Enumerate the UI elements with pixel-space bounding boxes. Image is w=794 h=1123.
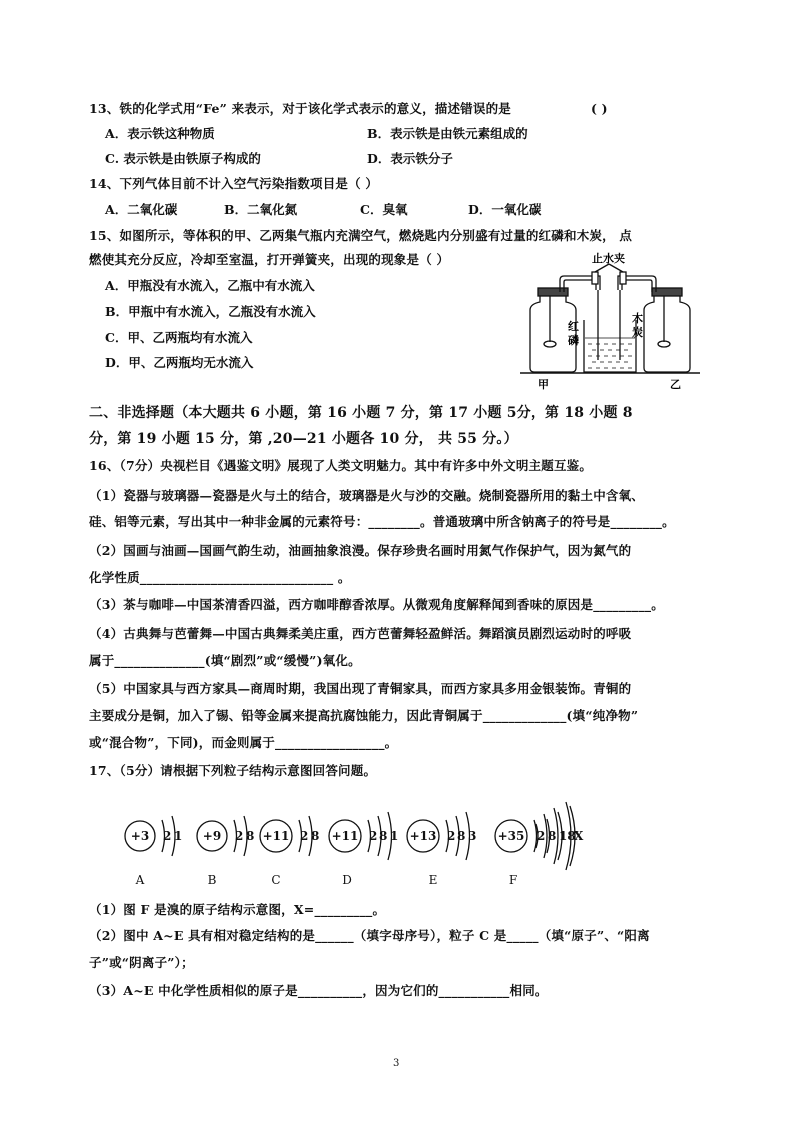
charcoal-label-2: 炭 <box>632 326 643 339</box>
section2-heading-line2: 分，第 19 小题 15 分，第 ,20—21 小题各 10 分， 共 55 分。） <box>89 431 518 447</box>
q16-part5-line2: 主要成分是铜，加入了锡、铅等金属来提高抗腐蚀能力，因此青铜属于_____________(填“纯净物” <box>89 708 639 723</box>
q14-option-b: B．二氧化氮 <box>224 202 298 217</box>
nucleus-f-charge: +35 <box>497 829 525 843</box>
q16-part4-line1: （4）古典舞与芭蕾舞—中国古典舞柔美庄重，西方芭蕾舞轻盈鲜活。舞蹈演员剧烈运动时的呼吸 <box>89 626 632 641</box>
red-phosphorus-label-2: 磷 <box>568 334 579 347</box>
red-phosphorus-label-1: 红 <box>568 320 579 333</box>
shell-a-1: 2 <box>163 829 172 843</box>
q13-option-b: B．表示铁是由铁元素组成的 <box>367 126 528 141</box>
charcoal-label-1: 木 <box>632 312 643 325</box>
nucleus-e-charge: +13 <box>409 829 437 843</box>
shell-e-1: 2 <box>447 829 456 843</box>
bottle-jia-label: 甲 <box>538 378 549 390</box>
particle-c-label: C <box>271 873 281 887</box>
q17-part2-line2: 子”或“阴离子”）； <box>89 955 194 970</box>
nucleus-d-charge: +11 <box>331 829 359 843</box>
q15-option-b: B．甲瓶中有水流入，乙瓶没有水流入 <box>105 304 316 319</box>
beaker-water <box>585 338 635 368</box>
q13-stem: 13、铁的化学式用“Fe” 来表示，对于该化学式表示的意义，描述错误的是 <box>89 101 511 116</box>
q15-option-d: D．甲、乙两瓶均无水流入 <box>105 355 254 370</box>
q16-part1-line1: （1）瓷器与玻璃器—瓷器是火与土的结合，玻璃器是火与沙的交融。烧制瓷器所用的黏土中含氧、 <box>89 488 644 503</box>
shell-f-1: 2 <box>537 829 546 843</box>
q16-part4-line2: 属于______________(填“剧烈”或“缓慢”)氧化。 <box>89 653 361 668</box>
q15-stem-line2: 燃使其充分反应，冷却至室温，打开弹簧夹，出现的现象是（ ） <box>89 252 450 267</box>
q14-option-d: D．一氧化碳 <box>468 202 542 217</box>
particle-e-label: E <box>428 873 438 887</box>
water-beaker <box>584 320 636 372</box>
q17-stem: 17、（5分）请根据下列粒子结构示意图回答问题。 <box>89 763 377 778</box>
section2-heading-line1: 二、非选择题（本大题共 6 小题，第 16 小题 7 分，第 17 小题 5分，第 18 小题 8 <box>89 405 633 421</box>
q17-part2-line1: （2）图中 A~E 具有相对稳定结构的是______（填字母序号），粒子 C 是_____（填“原子”、“阳离 <box>89 928 650 943</box>
q14-option-c: C．臭氧 <box>360 202 408 217</box>
shell-a-2: 1 <box>174 829 183 843</box>
q15-option-a: A．甲瓶没有水流入，乙瓶中有水流入 <box>105 278 315 293</box>
q14-stem: 14、下列气体目前不计入空气污染指数项目是（ ） <box>89 176 379 191</box>
shell-d-3: 1 <box>390 829 399 843</box>
bottle-yi <box>644 294 690 372</box>
shell-f-4: X <box>574 829 584 843</box>
particle-d-label: D <box>342 873 352 887</box>
clamp-label: 止水夹 <box>592 252 625 265</box>
shell-e-2: 8 <box>457 829 466 843</box>
q15-stem-line1: 15、如图所示，等体积的甲、乙两集气瓶内充满空气，燃烧匙内分别盛有过量的红磷和木炭， 点 <box>89 228 633 243</box>
shell-e-3: 3 <box>468 829 477 843</box>
page-number: 3 <box>393 1058 400 1069</box>
q15-apparatus-figure <box>520 250 700 390</box>
particle-b-label: B <box>207 873 217 887</box>
q16-part2-line1: （2）国画与油画—国画气韵生动，油画抽象浪漫。保存珍贵名画时用氮气作保护气，因为氮气的 <box>89 543 632 558</box>
q13-option-d: D．表示铁分子 <box>367 151 453 166</box>
shell-b-2: 8 <box>246 829 255 843</box>
shell-d-2: 8 <box>379 829 388 843</box>
q16-part1-line2: 硅、铝等元素，写出其中一种非金属的元素符号：________。普通玻璃中所含钠离子的符号是________。 <box>89 514 675 529</box>
nucleus-a-charge: +3 <box>130 829 150 843</box>
nucleus-c-charge: +11 <box>262 829 290 843</box>
q16-part5-line1: （5）中国家具与西方家具—商周时期，我国出现了青铜家具，而西方家具多用金银装饰。青铜的 <box>89 681 632 696</box>
q17-part3: （3）A~E 中化学性质相似的原子是__________，因为它们的___________相同。 <box>89 983 548 998</box>
q16-part3-line1: （3）茶与咖啡—中国茶清香四溢，西方咖啡醇香浓厚。从微观角度解释闻到香味的原因是_________。 <box>89 597 664 612</box>
shell-c-1: 2 <box>300 829 309 843</box>
bottle-yi-label: 乙 <box>670 378 681 390</box>
q13-option-c: C. 表示铁是由铁原子构成的 <box>105 151 261 166</box>
shell-f-2: 8 <box>548 829 557 843</box>
shell-f-3: 18 <box>559 829 576 843</box>
water-clamp-left <box>592 272 598 284</box>
q17-part1: （1）图 F 是溴的原子结构示意图，X=_________。 <box>89 902 386 917</box>
shell-c-2: 8 <box>311 829 320 843</box>
q13-option-a: A．表示铁这种物质 <box>105 126 215 141</box>
q16-part2-line2: 化学性质______________________________ 。 <box>89 570 351 585</box>
bottle-jia <box>530 294 576 372</box>
particle-f-label: F <box>508 873 518 887</box>
water-clamp-right <box>620 272 626 284</box>
q13-answer-bracket: ( ) <box>591 101 608 116</box>
shell-d-1: 2 <box>369 829 378 843</box>
particle-a-label: A <box>135 873 145 887</box>
q16-part5-line3: 或“混合物”，下同)，而金则属于_________________。 <box>89 735 398 750</box>
particle-structure-diagrams <box>110 786 600 896</box>
nucleus-b-charge: +9 <box>202 829 222 843</box>
q14-option-a: A．二氧化碳 <box>105 202 178 217</box>
q16-stem: 16、（7分）央视栏目《遇鉴文明》展现了人类文明魅力。其中有许多中外文明主题互鉴。 <box>89 458 593 473</box>
shell-b-1: 2 <box>235 829 244 843</box>
q15-option-c: C．甲、乙两瓶均有水流入 <box>105 330 253 345</box>
